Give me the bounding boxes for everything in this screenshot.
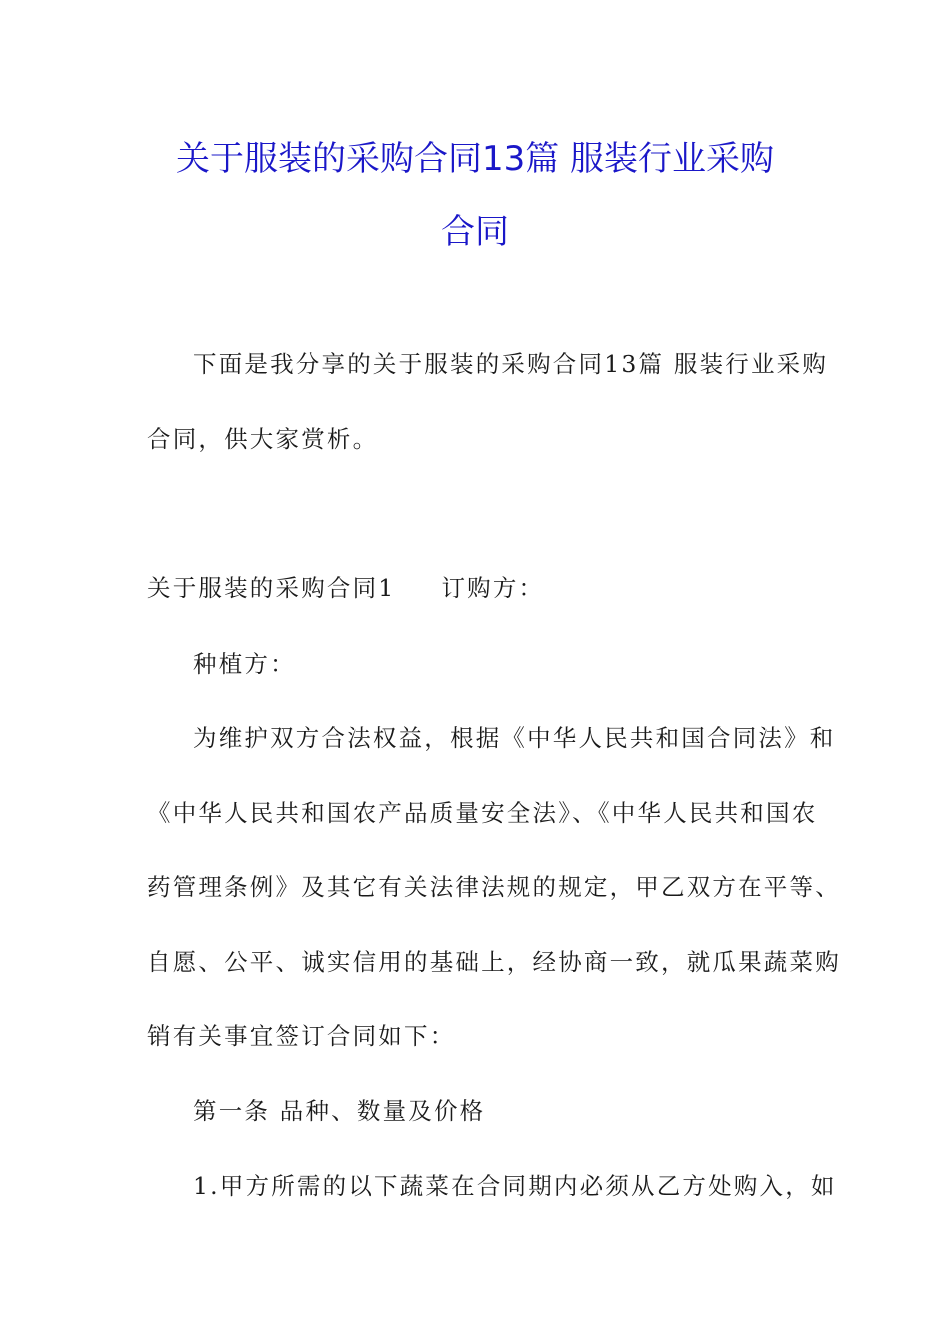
document-title-line-2: 合同 xyxy=(441,212,509,252)
intro-line-1: 下面是我分享的关于服装的采购合同13篇 服装行业采购 xyxy=(193,350,829,378)
paragraph-1-line-2: 《中华人民共和国农产品质量安全法》、《中华人民共和国农 xyxy=(147,799,818,827)
section-heading: 关于服装的采购合同1 xyxy=(147,574,396,602)
article-1-item-1: 1.甲方所需的以下蔬菜在合同期内必须从乙方处购入，如 xyxy=(193,1172,837,1200)
article-1-heading: 第一条 品种、数量及价格 xyxy=(193,1097,486,1125)
paragraph-1-line-1: 为维护双方合法权益，根据《中华人民共和国合同法》和 xyxy=(193,724,836,752)
document-title-line-1: 关于服装的采购合同13篇 服装行业采购 xyxy=(175,139,775,179)
paragraph-1-line-3: 药管理条例》及其它有关法律法规的规定，甲乙双方在平等、 xyxy=(147,873,841,901)
grower-label: 种植方： xyxy=(193,650,296,678)
paragraph-1-line-5: 销有关事宜签订合同如下： xyxy=(147,1022,456,1050)
paragraph-1-line-4: 自愿、公平、诚实信用的基础上，经协商一致，就瓜果蔬菜购 xyxy=(147,948,841,976)
section-heading-row xyxy=(147,569,544,603)
orderer-label: 订购方： xyxy=(441,574,545,602)
intro-line-2: 合同，供大家赏析。 xyxy=(147,425,379,453)
